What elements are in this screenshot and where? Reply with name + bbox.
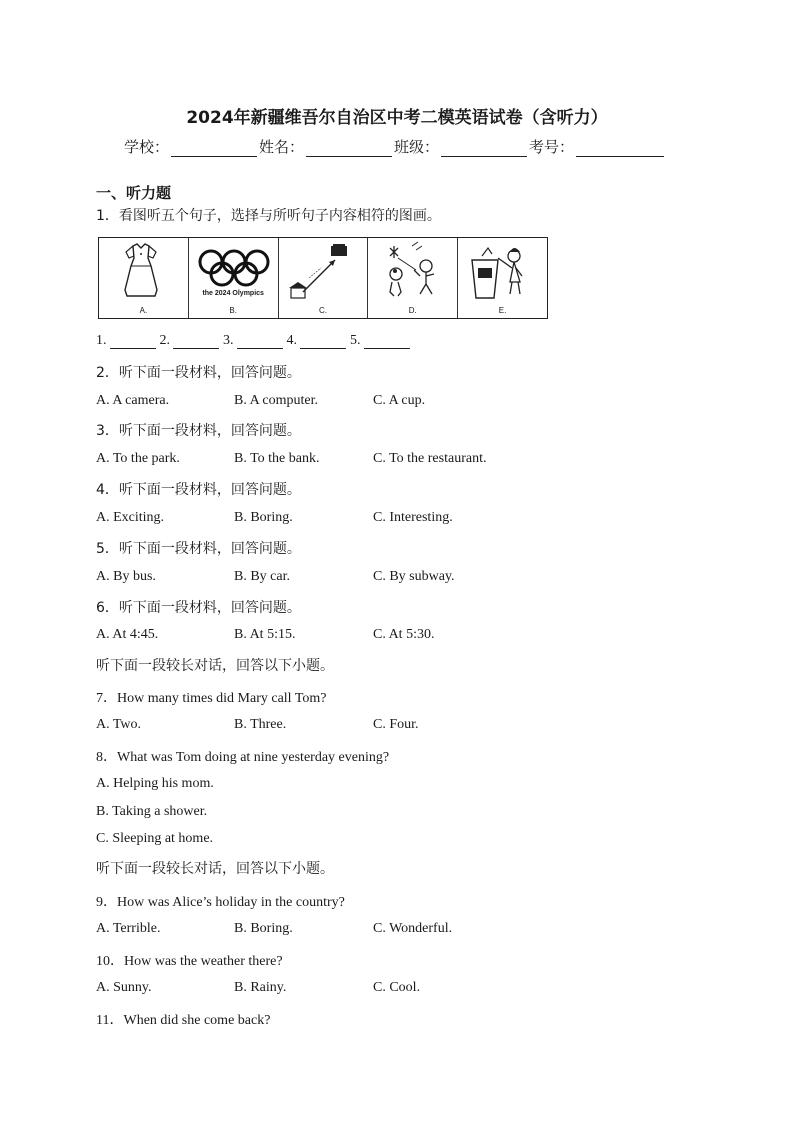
question-1-stem: 1．看图听五个句子，选择与所听句子内容相符的图画。 [96,208,441,224]
answer-blank-2[interactable] [173,336,219,349]
question-1-answer-row [96,333,414,349]
answer-label-4: 4. [286,333,297,348]
question-6-option-c[interactable]: C. At 5:30. [373,627,435,642]
question-3-option-b[interactable]: B. To the bank. [234,451,320,466]
question-2-stem: 2．听下面一段材料，回答问题。 [96,365,301,381]
answer-blank-5[interactable] [364,336,410,349]
exam-no-blank[interactable] [576,142,664,157]
question-4-option-c[interactable]: C. Interesting. [373,510,453,525]
name-label: 姓名： [259,138,305,156]
answer-label-2: 2. [159,333,170,348]
question-6-option-b[interactable]: B. At 5:15. [234,627,296,642]
picture-b-olympics [189,238,279,318]
question-8-option-c[interactable]: C. Sleeping at home. [96,831,214,846]
question-5-stem: 5．听下面一段材料，回答问题。 [96,541,301,557]
question-6-option-a[interactable]: A. At 4:45. [96,627,159,642]
section-heading: 一、听力题 [96,184,172,202]
question-4-option-b[interactable]: B. Boring. [234,510,293,525]
question-7-option-a[interactable]: A. Two. [96,717,142,732]
question-7-stem: 7．How many times did Mary call Tom? [96,691,327,706]
student-info-row [124,136,666,157]
picture-c-map [279,238,369,318]
page-title: 2024年新疆维吾尔自治区中考二模英语试卷（含听力） [186,108,608,128]
question-5-option-b[interactable]: B. By car. [234,569,290,584]
question-3-option-a[interactable]: A. To the park. [96,451,180,466]
question-4-option-a[interactable]: A. Exciting. [96,510,165,525]
question-5-option-a[interactable]: A. By bus. [96,569,156,584]
picture-label-d: D. [408,306,417,315]
question-7-option-c[interactable]: C. Four. [373,717,419,732]
question-10-option-b[interactable]: B. Rainy. [234,980,287,995]
olympics-caption: the 2024 Olympics [202,290,264,297]
question-3-option-c[interactable]: C. To the restaurant. [373,451,487,466]
question-9-option-b[interactable]: B. Boring. [234,921,293,936]
question-9-option-c[interactable]: C. Wonderful. [373,921,453,936]
picture-strip [98,237,548,319]
dialog-instruction-2: 听下面一段较长对话，回答以下小题。 [96,861,334,877]
question-8-stem: 8．What was Tom doing at nine yesterday evening? [96,750,390,765]
name-blank[interactable] [306,142,392,157]
picture-d-kids-playing [368,238,458,318]
picture-label-c: C. [318,306,327,315]
answer-label-5: 5. [350,333,361,348]
class-label: 班级： [394,138,440,156]
question-2-option-c[interactable]: C. A cup. [373,393,426,408]
answer-label-3: 3. [223,333,234,348]
picture-label-e: E. [498,306,507,315]
question-8-option-a[interactable]: A. Helping his mom. [96,776,214,791]
picture-label-a: A. [139,306,148,315]
picture-a-dress [99,238,189,318]
answer-blank-4[interactable] [300,336,346,349]
question-11-stem: 11．When did she come back? [96,1013,271,1028]
question-2-option-b[interactable]: B. A computer. [234,393,318,408]
question-10-stem: 10．How was the weather there? [96,954,283,969]
question-5-option-c[interactable]: C. By subway. [373,569,455,584]
question-10-option-a[interactable]: A. Sunny. [96,980,152,995]
school-label: 学校： [124,138,170,156]
question-10-option-c[interactable]: C. Cool. [373,980,421,995]
picture-e-trash-bin [458,238,547,318]
question-9-stem: 9．How was Alice’s holiday in the country? [96,895,345,910]
question-7-option-b[interactable]: B. Three. [234,717,287,732]
question-9-option-a[interactable]: A. Terrible. [96,921,161,936]
question-3-stem: 3．听下面一段材料，回答问题。 [96,423,301,439]
picture-label-b: B. [229,306,237,315]
answer-blank-3[interactable] [237,336,283,349]
exam-no-label: 考号： [529,138,575,156]
answer-blank-1[interactable] [110,336,156,349]
question-8-option-b[interactable]: B. Taking a shower. [96,804,208,819]
class-blank[interactable] [441,142,527,157]
question-4-stem: 4．听下面一段材料，回答问题。 [96,482,301,498]
school-blank[interactable] [171,142,257,157]
dialog-instruction-1: 听下面一段较长对话，回答以下小题。 [96,658,334,674]
answer-label-1: 1. [96,333,107,348]
question-6-stem: 6．听下面一段材料，回答问题。 [96,600,301,616]
question-2-option-a[interactable]: A. A camera. [96,393,170,408]
